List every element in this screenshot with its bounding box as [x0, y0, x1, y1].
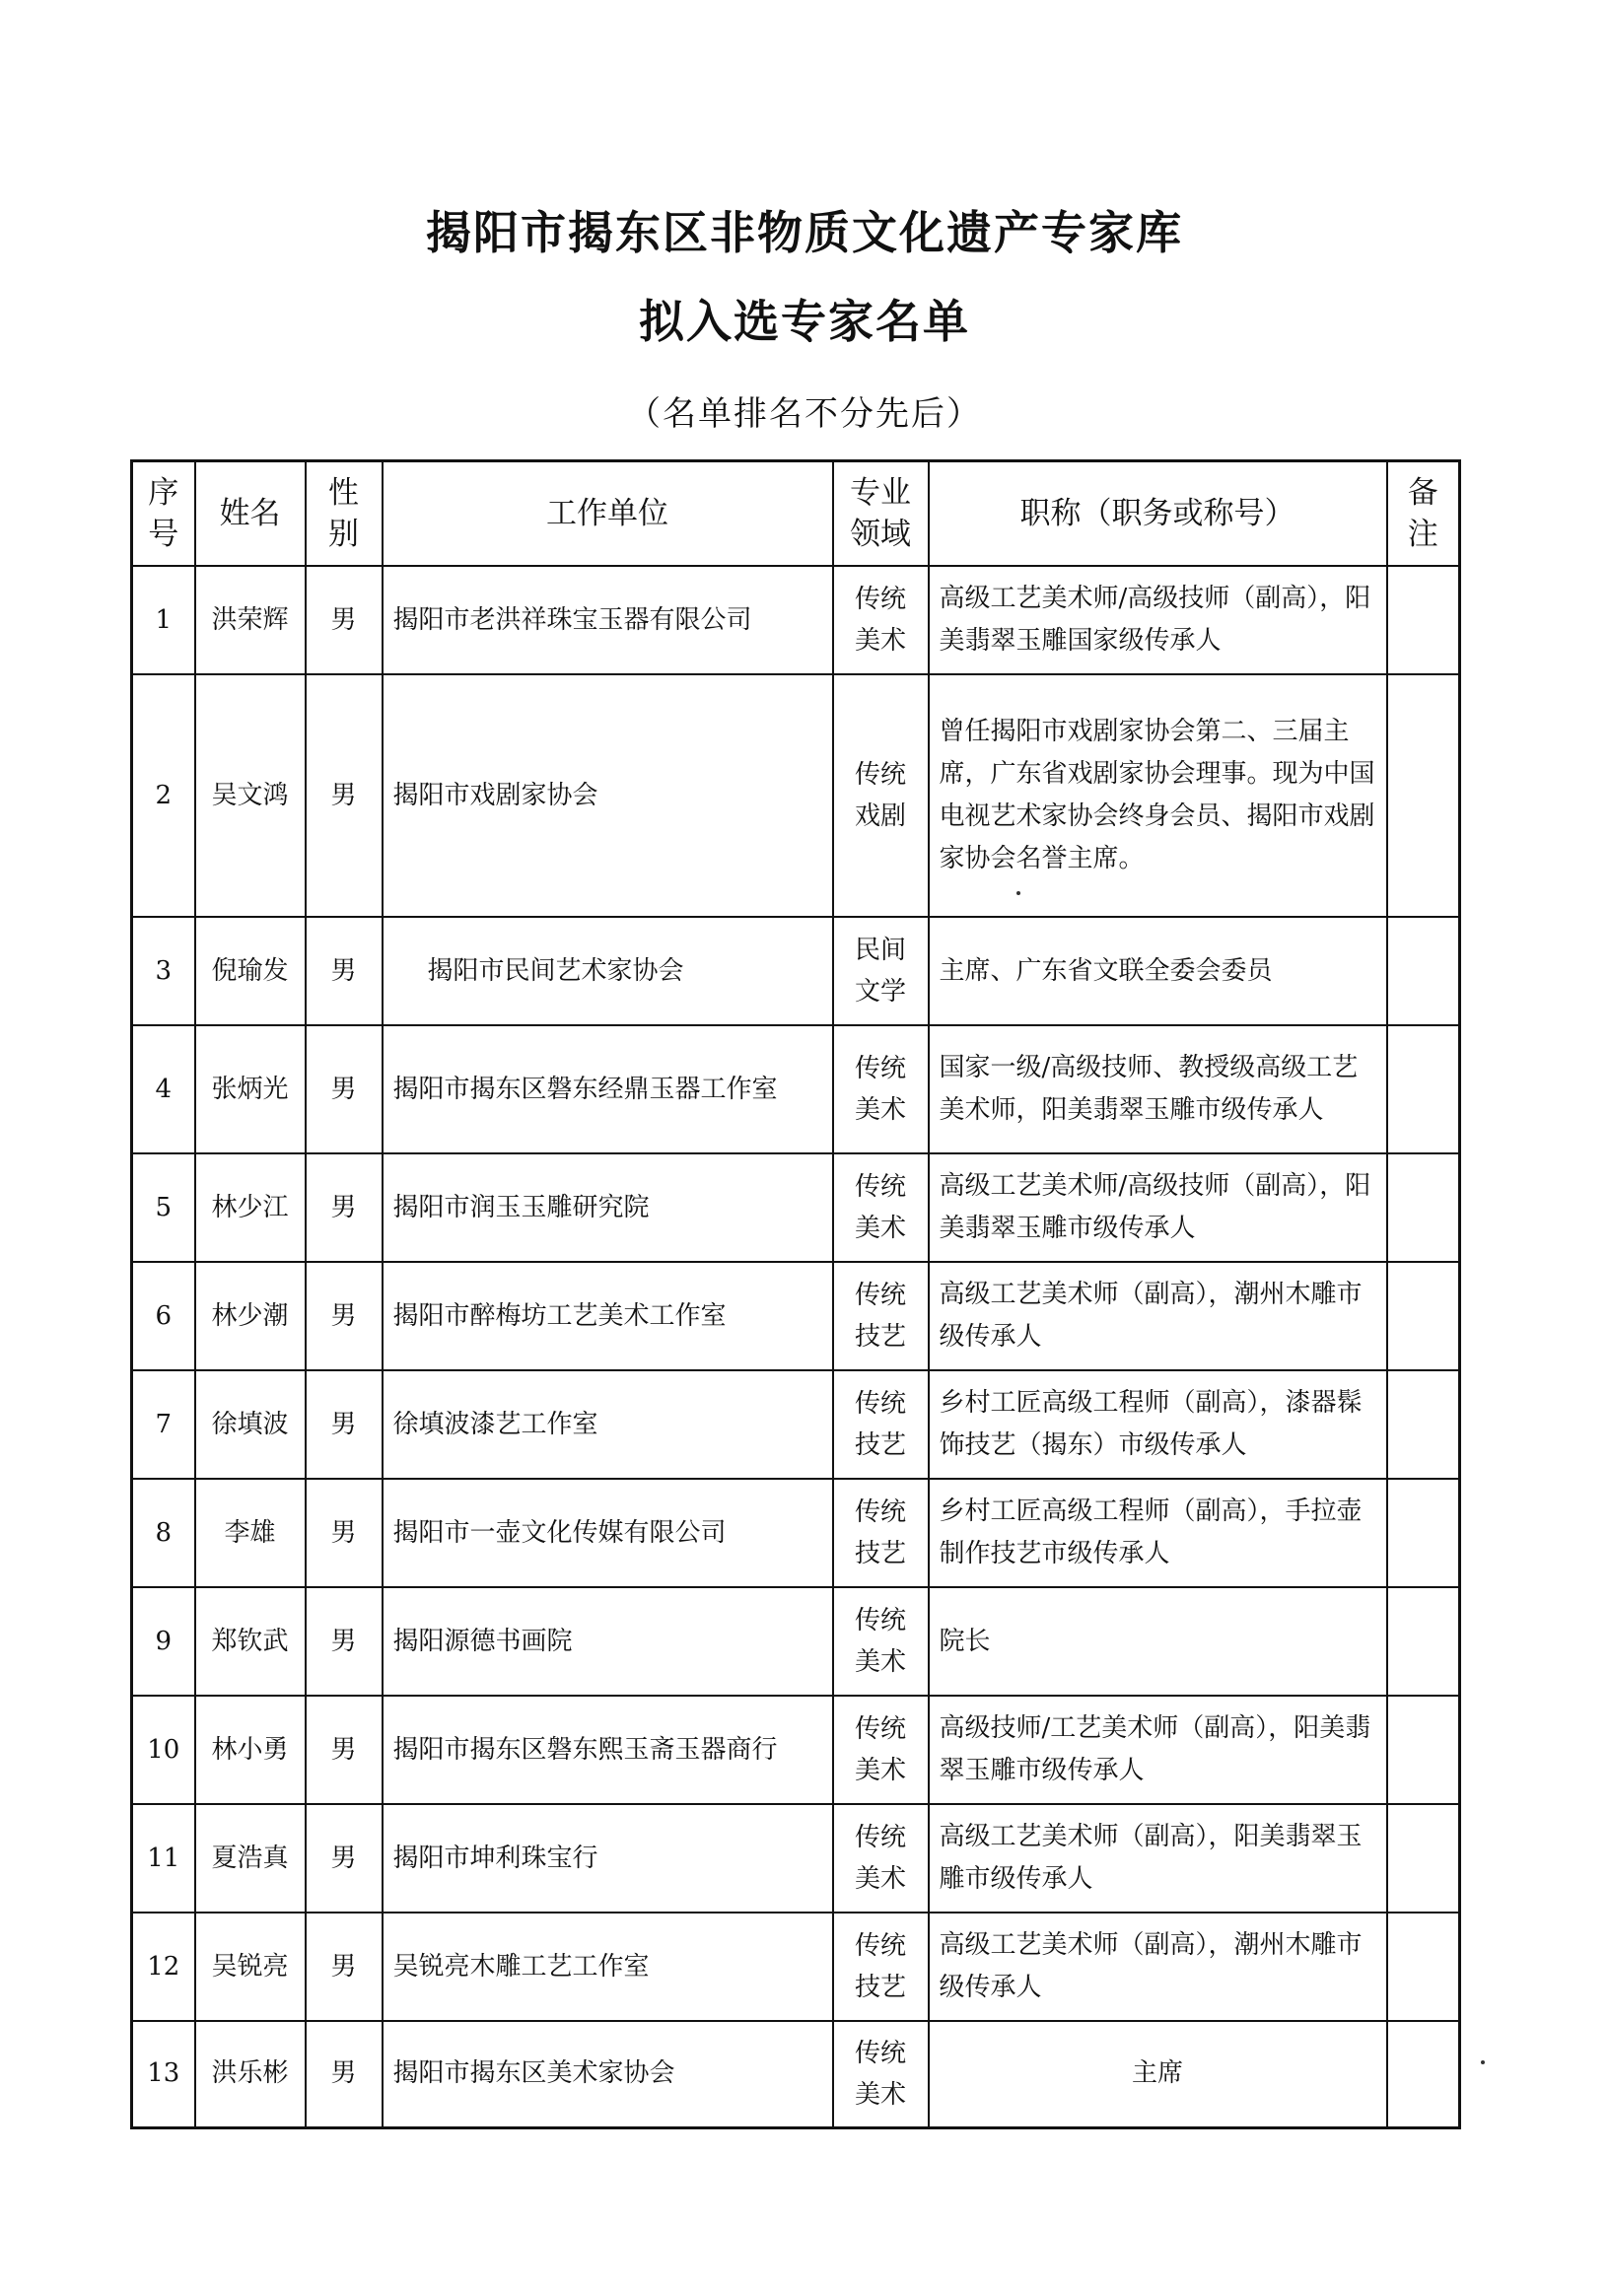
header-remarks-line1: 备	[1407, 475, 1438, 511]
header-remarks-line2: 注	[1407, 517, 1438, 552]
table-row	[132, 917, 1460, 1025]
cell-name: 林小勇	[195, 1696, 306, 1804]
cell-index: 11	[132, 1804, 195, 1913]
cell-title: 院长	[929, 1587, 1387, 1696]
cell-unit: 揭阳市民间艺术家协会	[383, 917, 833, 1025]
cell-field-line2: 美术	[854, 1214, 906, 1243]
cell-gender: 男	[306, 1696, 383, 1804]
cell-field-line1: 传统	[854, 1714, 906, 1744]
scan-speck	[1481, 2060, 1485, 2064]
cell-index: 8	[132, 1479, 195, 1587]
cell-field-line2: 技艺	[854, 1539, 906, 1568]
header-field-line1: 专业	[850, 475, 911, 511]
cell-remarks	[1387, 2021, 1460, 2127]
header-gender-line1: 性	[328, 475, 359, 511]
header-index-line1: 序	[148, 475, 179, 511]
cell-remarks	[1387, 1913, 1460, 2021]
cell-index: 4	[132, 1025, 195, 1153]
header-title: 职称（职务或称号）	[929, 461, 1387, 567]
cell-field	[833, 1153, 929, 1262]
cell-field	[833, 1696, 929, 1804]
cell-title: 国家一级/高级技师、教授级高级工艺美术师，阳美翡翠玉雕市级传承人	[929, 1025, 1387, 1153]
cell-remarks	[1387, 917, 1460, 1025]
cell-remarks	[1387, 1153, 1460, 1262]
cell-field-line2: 美术	[854, 626, 906, 656]
cell-gender: 男	[306, 1153, 383, 1262]
cell-name: 洪荣辉	[195, 566, 306, 674]
cell-field-line1: 民间	[854, 936, 906, 965]
cell-gender: 男	[306, 1913, 383, 2021]
cell-field-line2: 戏剧	[854, 801, 906, 831]
cell-title: 高级工艺美术师/高级技师（副高），阳美翡翠玉雕市级传承人	[929, 1153, 1387, 1262]
document-title-line1: 揭阳市揭东区非物质文化遗产专家库	[426, 206, 1183, 259]
cell-field-line1: 传统	[854, 1172, 906, 1202]
cell-field	[833, 1479, 929, 1587]
cell-title: 高级工艺美术师（副高），潮州木雕市级传承人	[929, 1262, 1387, 1370]
cell-gender: 男	[306, 1479, 383, 1587]
cell-title: 高级工艺美术师（副高），阳美翡翠玉雕市级传承人	[929, 1804, 1387, 1913]
cell-unit: 揭阳市揭东区磐东经鼎玉器工作室	[383, 1025, 833, 1153]
cell-remarks	[1387, 1370, 1460, 1479]
scan-speck	[1016, 891, 1020, 895]
cell-field-line2: 技艺	[854, 1322, 906, 1352]
cell-field-line2: 美术	[854, 1095, 906, 1125]
cell-field-line1: 传统	[854, 585, 906, 614]
cell-gender: 男	[306, 1025, 383, 1153]
document-title-line2: 拟入选专家名单	[639, 295, 970, 348]
cell-unit: 揭阳市揭东区磐东熙玉斋玉器商行	[383, 1696, 833, 1804]
cell-index: 1	[132, 566, 195, 674]
cell-index: 9	[132, 1587, 195, 1696]
cell-unit: 揭阳市醉梅坊工艺美术工作室	[383, 1262, 833, 1370]
cell-field-line2: 技艺	[854, 1973, 906, 2002]
header-unit: 工作单位	[383, 461, 833, 567]
cell-name: 吴文鸿	[195, 674, 306, 917]
cell-field-line1: 传统	[854, 1497, 906, 1527]
cell-title: 乡村工匠高级工程师（副高），漆器髹饰技艺（揭东）市级传承人	[929, 1370, 1387, 1479]
cell-name: 林少江	[195, 1153, 306, 1262]
cell-name: 张炳光	[195, 1025, 306, 1153]
table-row	[132, 1804, 1460, 1913]
header-index	[132, 461, 195, 567]
cell-name: 吴锐亮	[195, 1913, 306, 2021]
cell-unit: 揭阳市揭东区美术家协会	[383, 2021, 833, 2127]
cell-index: 6	[132, 1262, 195, 1370]
cell-field	[833, 917, 929, 1025]
cell-name: 徐填波	[195, 1370, 306, 1479]
cell-title: 乡村工匠高级工程师（副高），手拉壶制作技艺市级传承人	[929, 1479, 1387, 1587]
cell-index: 3	[132, 917, 195, 1025]
cell-unit: 徐填波漆艺工作室	[383, 1370, 833, 1479]
cell-field-line2: 技艺	[854, 1430, 906, 1460]
table-row	[132, 1262, 1460, 1370]
cell-title: 曾任揭阳市戏剧家协会第二、三届主席，广东省戏剧家协会理事。现为中国电视艺术家协会终身会员、揭阳市戏剧家协会名誉主席。	[929, 674, 1387, 917]
cell-remarks	[1387, 1025, 1460, 1153]
table-header-row	[132, 461, 1460, 567]
cell-index: 7	[132, 1370, 195, 1479]
header-field	[833, 461, 929, 567]
cell-remarks	[1387, 1479, 1460, 1587]
header-index-line2: 号	[148, 517, 179, 552]
cell-field-line2: 美术	[854, 1864, 906, 1894]
expert-list-table	[130, 459, 1461, 2129]
table-row	[132, 674, 1460, 917]
table-row	[132, 1370, 1460, 1479]
cell-gender: 男	[306, 566, 383, 674]
cell-field	[833, 1587, 929, 1696]
cell-field	[833, 2021, 929, 2127]
cell-remarks	[1387, 1804, 1460, 1913]
cell-unit: 揭阳市老洪祥珠宝玉器有限公司	[383, 566, 833, 674]
cell-field-line1: 传统	[854, 1606, 906, 1635]
cell-field-line2: 美术	[854, 2079, 906, 2110]
cell-field-line2: 美术	[854, 1756, 906, 1785]
cell-remarks	[1387, 1696, 1460, 1804]
cell-field-line2: 文学	[854, 977, 906, 1007]
cell-name: 李雄	[195, 1479, 306, 1587]
table-row	[132, 1153, 1460, 1262]
cell-unit: 吴锐亮木雕工艺工作室	[383, 1913, 833, 2021]
cell-field	[833, 1262, 929, 1370]
cell-gender: 男	[306, 1262, 383, 1370]
cell-remarks	[1387, 674, 1460, 917]
cell-remarks	[1387, 1262, 1460, 1370]
cell-field-line1: 传统	[854, 1281, 906, 1310]
table-row	[132, 2021, 1460, 2127]
cell-title: 高级技师/工艺美术师（副高），阳美翡翠玉雕市级传承人	[929, 1696, 1387, 1804]
header-gender	[306, 461, 383, 567]
table-row	[132, 1025, 1460, 1153]
cell-field-line2: 美术	[854, 1647, 906, 1677]
table-row	[132, 1479, 1460, 1587]
table-row	[132, 566, 1460, 674]
cell-field	[833, 674, 929, 917]
cell-unit: 揭阳市润玉玉雕研究院	[383, 1153, 833, 1262]
table-row	[132, 1913, 1460, 2021]
table-row	[132, 1587, 1460, 1696]
cell-field	[833, 566, 929, 674]
cell-name: 夏浩真	[195, 1804, 306, 1913]
cell-field-line1: 传统	[854, 1823, 906, 1852]
cell-name: 林少潮	[195, 1262, 306, 1370]
header-field-line2: 领域	[850, 517, 911, 552]
cell-gender: 男	[306, 1804, 383, 1913]
cell-field	[833, 1370, 929, 1479]
cell-field	[833, 1913, 929, 2021]
cell-gender: 男	[306, 917, 383, 1025]
header-name: 姓名	[195, 461, 306, 567]
header-gender-line2: 别	[328, 517, 359, 552]
cell-unit: 揭阳市一壶文化传媒有限公司	[383, 1479, 833, 1587]
cell-unit: 揭阳源德书画院	[383, 1587, 833, 1696]
cell-field-line1: 传统	[854, 1931, 906, 1961]
header-remarks	[1387, 461, 1460, 567]
cell-field-line1: 传统	[854, 1389, 906, 1419]
cell-field	[833, 1804, 929, 1913]
cell-index: 13	[132, 2021, 195, 2127]
cell-title: 高级工艺美术师（副高），潮州木雕市级传承人	[929, 1913, 1387, 2021]
cell-index: 10	[132, 1696, 195, 1804]
cell-title: 高级工艺美术师/高级技师（副高），阳美翡翠玉雕国家级传承人	[929, 566, 1387, 674]
table-row	[132, 1696, 1460, 1804]
cell-field-line1: 传统	[854, 1054, 906, 1083]
cell-index: 12	[132, 1913, 195, 2021]
cell-field	[833, 1025, 929, 1153]
cell-index: 2	[132, 674, 195, 917]
cell-unit: 揭阳市戏剧家协会	[383, 674, 833, 917]
cell-field-line1: 传统	[854, 2038, 906, 2068]
cell-remarks	[1387, 566, 1460, 674]
cell-title: 主席	[929, 2021, 1387, 2127]
cell-unit: 揭阳市坤利珠宝行	[383, 1804, 833, 1913]
cell-name: 倪瑜发	[195, 917, 306, 1025]
cell-remarks	[1387, 1587, 1460, 1696]
cell-field-line1: 传统	[854, 760, 906, 790]
document-subtitle: （名单排名不分先后）	[627, 394, 982, 434]
cell-name: 郑钦武	[195, 1587, 306, 1696]
cell-gender: 男	[306, 1587, 383, 1696]
cell-gender: 男	[306, 1370, 383, 1479]
cell-title: 主席、广东省文联全委会委员	[929, 917, 1387, 1025]
cell-name: 洪乐彬	[195, 2021, 306, 2127]
cell-index: 5	[132, 1153, 195, 1262]
cell-gender: 男	[306, 674, 383, 917]
cell-gender: 男	[306, 2021, 383, 2127]
